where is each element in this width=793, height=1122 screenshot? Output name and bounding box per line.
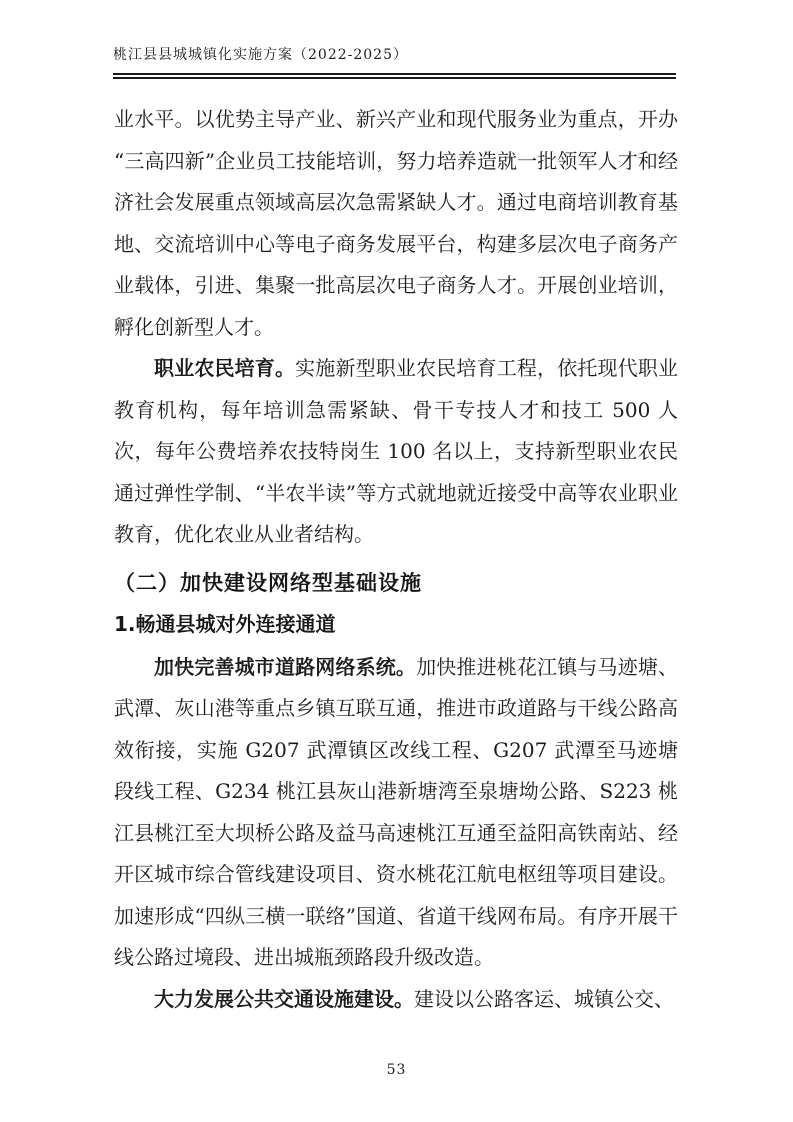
paragraph (114, 647, 678, 979)
page-number: 53 (386, 1062, 407, 1078)
paragraph-text: 实施新型职业农民培育工程，依托现代职业教育机构，每年培训急需紧缺、骨干专技人才和技工 500 人次，每年公费培养农技特岗生 100 名以上，支持新型职业农民通过弹性学制、“半农半读”等方式就地就近接受中高等农业职业教育，优化农业从业者结构。 (114, 356, 679, 546)
section-heading: （二）加快建设网络型基础设施 (114, 570, 422, 595)
sub-heading: 1.畅通县城对外连接通道 (114, 611, 336, 636)
paragraph (114, 979, 678, 1021)
document-body (114, 99, 678, 1020)
paragraph-text: 业水平。以优势主导产业、新兴产业和现代服务业为重点，开办“三高四新”企业员工技能培训，努力培养造就一批领军人才和经济社会发展重点领域高层次急需紧缺人才。通过电商培训教育基地、交流培训中心等电子商务发展平台，构建多层次电子商务产业载体，引进、集聚一批高层次电子商务人才。开展创业培训，孵化创新型人才。 (114, 107, 678, 339)
paragraph (114, 99, 678, 348)
header-rule (113, 73, 676, 79)
header-title: 桃江县县城城镇化实施方案（2022-2025） (113, 47, 408, 63)
paragraph (114, 348, 678, 556)
paragraph-text: 建设以公路客运、城镇公交、 (414, 986, 674, 1011)
page-header (113, 46, 676, 79)
page-footer (0, 1059, 793, 1078)
paragraph-lead: 加快完善城市道路网络系统。 (154, 654, 417, 679)
paragraph-text: 加快推进桃花江镇与马迹塘、武潭、灰山港等重点乡镇互联互通，推进市政道路与干线公路高效衔接，实施 G207 武潭镇区改线工程、G207 武潭至马迹塘段线工程、G234 桃江县灰山港新塘湾至泉塘坳公路、S223 桃江县桃江至大坝桥公路及益马高速桃江互通至益阳高铁南站、经开区城市综合管线建设项目、资水桃花江航电枢纽等项目建设。加速形成“四纵三横一联络”国道、省道干线网布局。有序开展干线公路过境段、进出城瓶颈路段升级改造。 (114, 654, 679, 969)
paragraph-lead: 职业农民培育。 (154, 356, 296, 380)
paragraph-lead: 大力发展公共交通设施建设。 (154, 986, 414, 1011)
